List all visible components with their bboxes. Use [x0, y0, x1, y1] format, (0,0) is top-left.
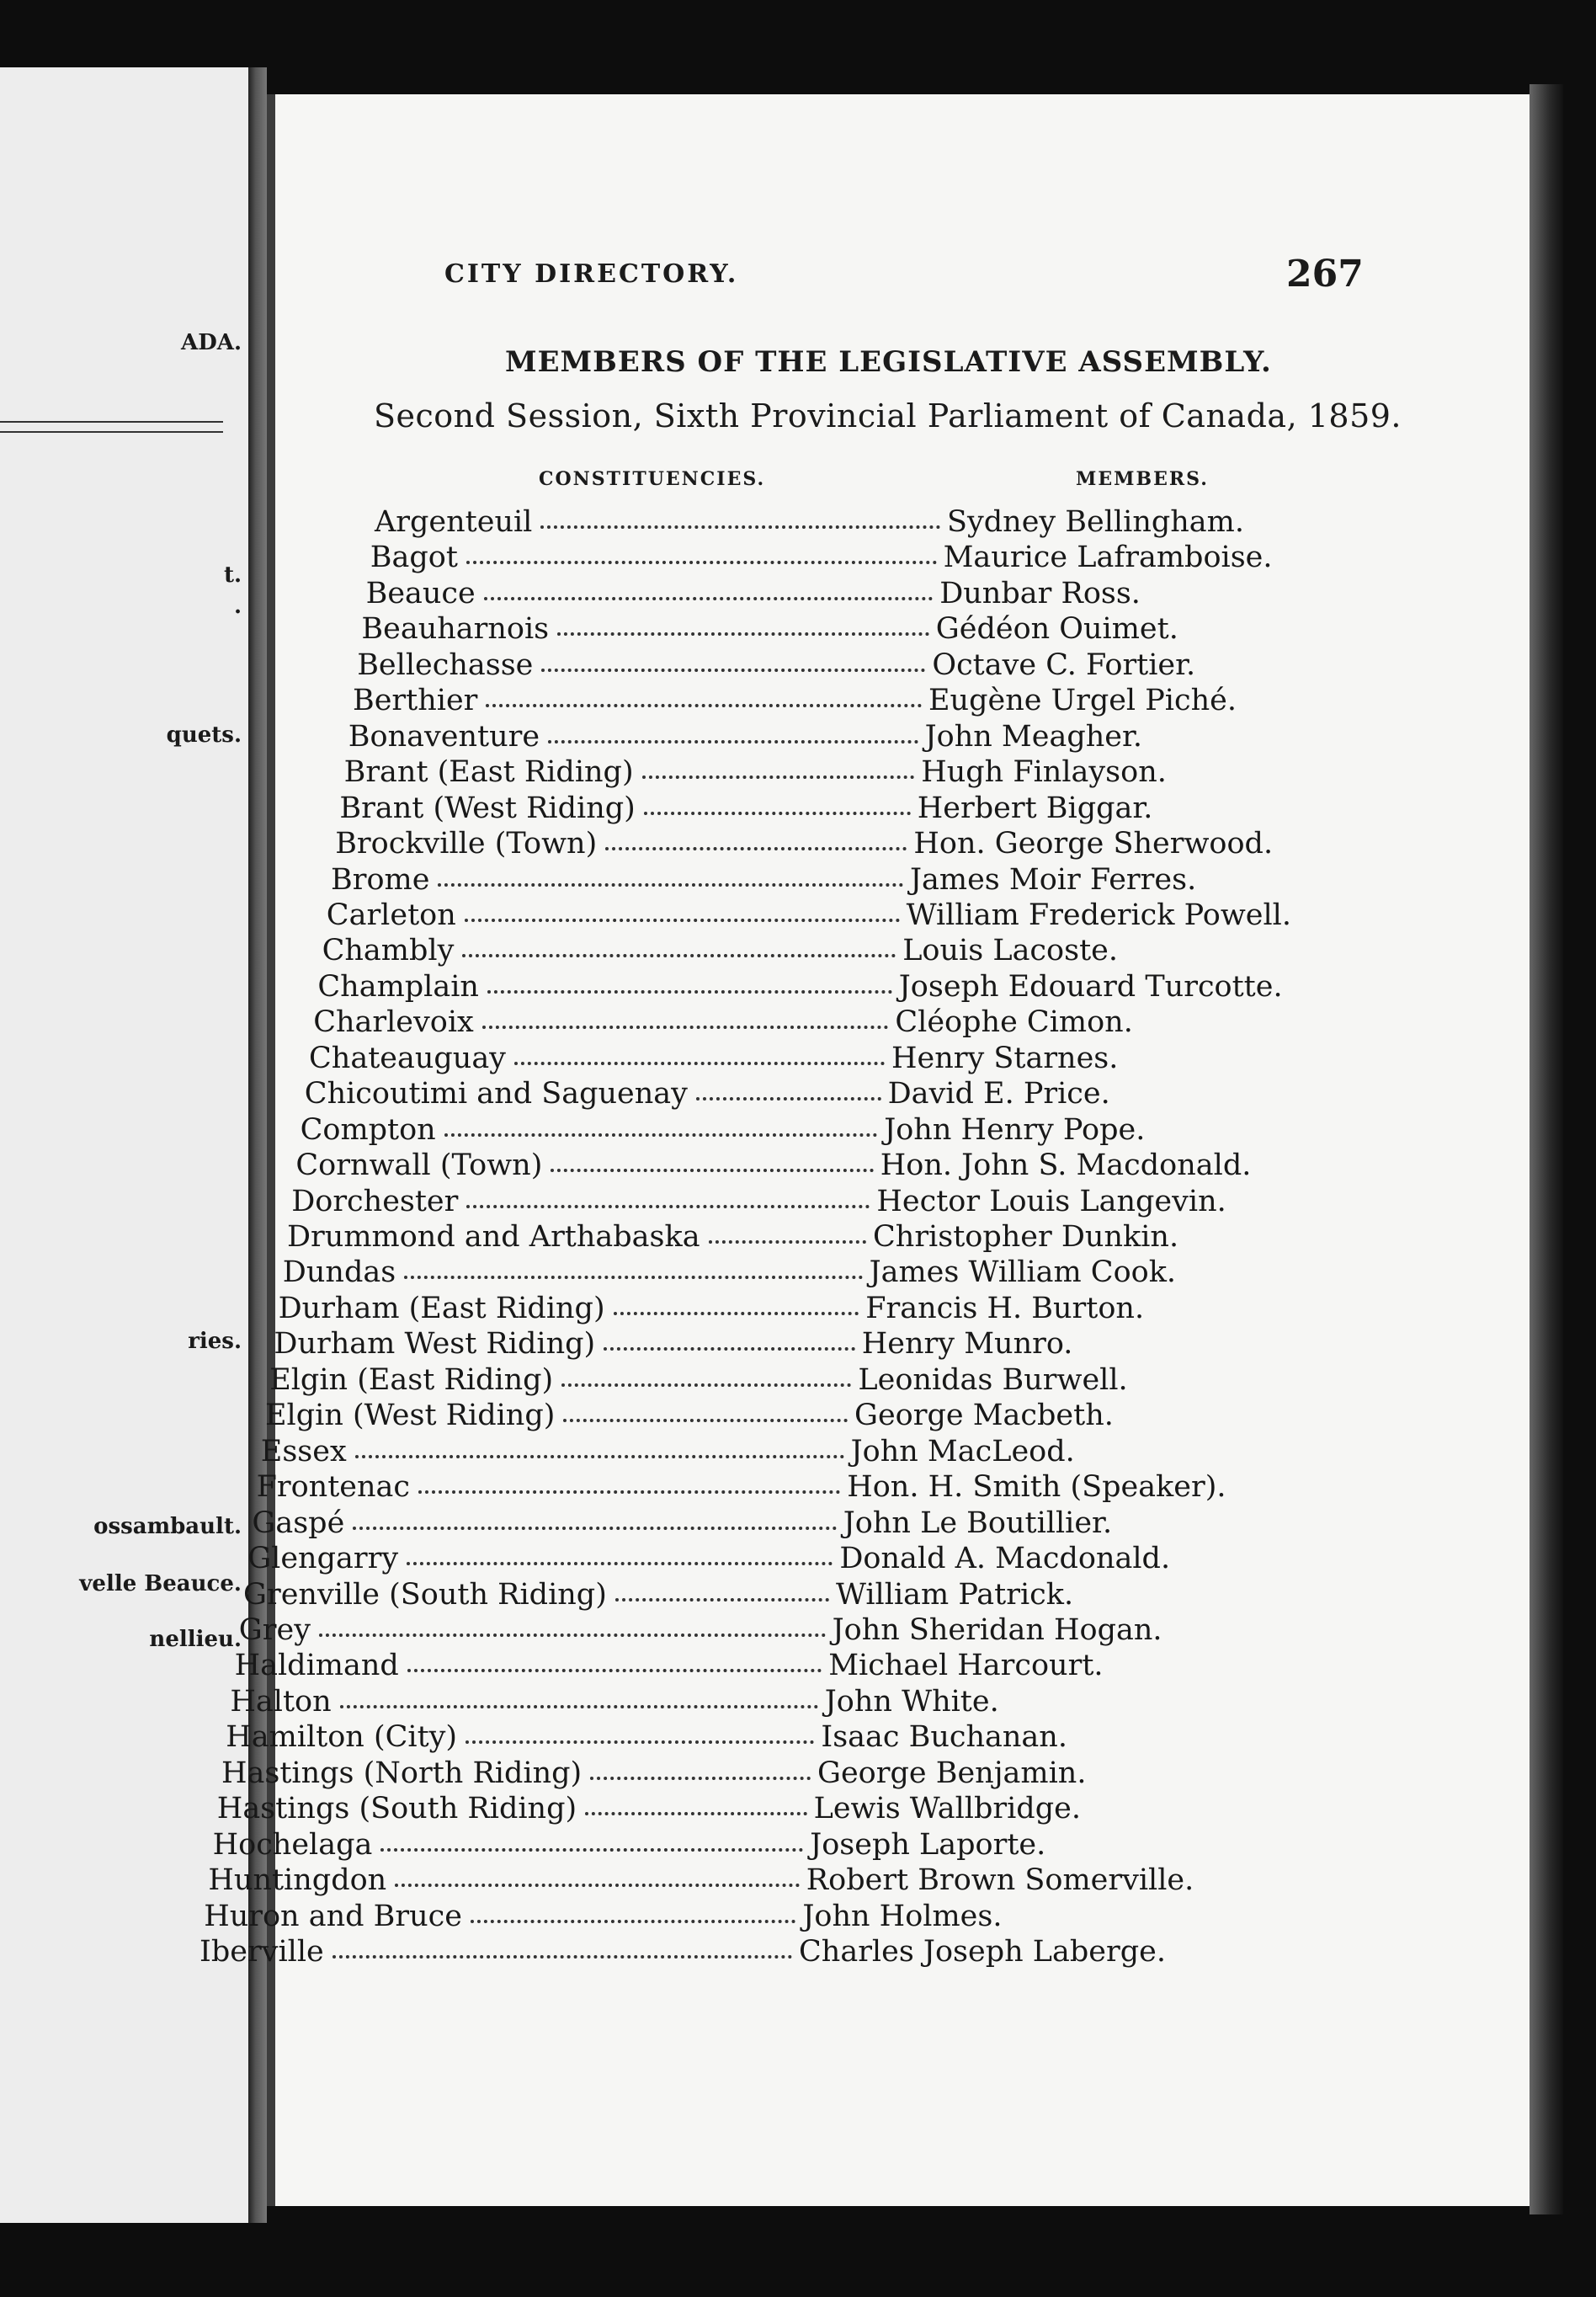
table-row	[287, 1220, 1255, 1255]
table-row	[279, 1292, 1247, 1327]
table-row	[339, 791, 1307, 827]
constituency-name: Durham (East Riding)	[278, 1291, 605, 1325]
constituency-name: Elgin (East Riding)	[269, 1362, 554, 1397]
table-row	[243, 1578, 1211, 1613]
table-row	[217, 1792, 1185, 1827]
member-name: Hon. John S. Macdonald.	[880, 1148, 1252, 1183]
table-row	[257, 1470, 1225, 1506]
leader-dots	[563, 1409, 848, 1422]
member-name: Hon. George Sherwood.	[913, 827, 1274, 861]
leader-dots	[407, 1659, 822, 1672]
table-row	[313, 1005, 1281, 1041]
table-row	[301, 1113, 1269, 1148]
member-name: Joseph Laporte.	[810, 1827, 1046, 1862]
constituency-name: Beauharnois	[361, 612, 550, 647]
member-name: William Patrick.	[836, 1577, 1074, 1612]
table-row	[357, 648, 1325, 684]
constituency-name: Brome	[331, 862, 430, 897]
constituency-name: Huntingdon	[208, 1863, 387, 1898]
page-subtitle: Second Session, Sixth Provincial Parliament of Canada, 1859.	[374, 397, 1402, 434]
member-name: Michael Harcourt.	[828, 1649, 1104, 1683]
constituency-name: Charlevoix	[313, 1005, 474, 1040]
table-row	[283, 1255, 1251, 1291]
table-row	[226, 1720, 1194, 1756]
leader-dots	[709, 1230, 866, 1244]
member-name: John Henry Pope.	[884, 1112, 1146, 1147]
constituency-name: Hastings (South Riding)	[216, 1792, 577, 1826]
constituency-name: Haldimand	[234, 1649, 399, 1683]
member-name: Isaac Buchanan.	[821, 1720, 1067, 1755]
member-name: John White.	[824, 1684, 999, 1719]
table-row	[361, 612, 1329, 648]
member-name: Maurice Laframboise.	[943, 541, 1273, 575]
member-name: Herbert Biggar.	[917, 791, 1153, 825]
table-row	[230, 1685, 1198, 1720]
left-page-fragment: .	[233, 594, 242, 619]
member-name: James Moir Ferres.	[910, 862, 1197, 897]
table-row	[335, 827, 1303, 862]
leader-dots	[466, 551, 937, 564]
table-row	[261, 1435, 1229, 1470]
constituency-name: Brant (East Riding)	[343, 755, 634, 790]
leader-dots	[444, 1123, 877, 1137]
constituency-name: Halton	[230, 1684, 332, 1719]
left-page-fragment: t.	[223, 562, 242, 588]
constituency-name: Berthier	[353, 684, 478, 718]
constituency-name: Chateauguay	[309, 1041, 506, 1075]
table-row	[344, 755, 1312, 791]
constituency-name: Huron and Bruce	[204, 1899, 462, 1933]
leader-dots	[466, 1730, 814, 1744]
constituency-name: Argenteuil	[375, 505, 533, 539]
member-name: David E. Price.	[887, 1077, 1110, 1111]
table-row	[291, 1185, 1259, 1220]
constituency-name: Brockville (Town)	[335, 827, 598, 861]
leader-dots	[340, 1695, 818, 1708]
leader-dots	[514, 1052, 885, 1065]
left-page-fragment: nellieu.	[149, 1627, 242, 1652]
leader-dots	[404, 1266, 862, 1279]
left-page-fragment: velle Beauce.	[79, 1571, 242, 1596]
leader-dots	[615, 1588, 829, 1602]
leader-dots	[644, 802, 911, 815]
column-header-members: MEMBERS.	[1076, 468, 1209, 490]
member-name: John Le Boutillier.	[843, 1506, 1113, 1540]
table-row	[348, 720, 1317, 755]
table-row	[309, 1042, 1277, 1077]
table-row	[204, 1900, 1172, 1935]
member-name: Cléophe Cimon.	[895, 1005, 1133, 1040]
member-name: Hon. H. Smith (Speaker).	[847, 1470, 1226, 1505]
member-name: George Benjamin.	[817, 1756, 1087, 1790]
table-row	[327, 898, 1295, 934]
member-name: Christopher Dunkin.	[873, 1220, 1179, 1254]
constituency-name: Drummond and Arthabaska	[287, 1220, 700, 1254]
table-row	[208, 1863, 1194, 1899]
leader-dots	[590, 1767, 811, 1780]
leader-dots	[557, 622, 929, 636]
constituency-name: Dundas	[282, 1255, 396, 1290]
constituency-name: Hochelaga	[212, 1827, 373, 1862]
constituency-name: Chambly	[322, 934, 455, 968]
page-title: MEMBERS OF THE LEGISLATIVE ASSEMBLY.	[505, 345, 1272, 379]
constituency-name: Dorchester	[291, 1184, 459, 1218]
constituency-name: Champlain	[317, 969, 479, 1004]
constituency-name: Brant (West Riding)	[339, 791, 636, 825]
member-name: Charles Joseph Laberge.	[799, 1935, 1166, 1969]
left-page-fragment: ossambault.	[93, 1514, 242, 1539]
constituency-name: Bagot	[370, 541, 458, 575]
member-name: John Holmes.	[802, 1899, 1003, 1933]
leader-dots	[380, 1838, 803, 1852]
running-head: CITY DIRECTORY.	[444, 259, 739, 289]
leader-dots	[438, 873, 903, 887]
leader-dots	[355, 1445, 844, 1458]
constituency-name: Cornwall (Town)	[295, 1148, 543, 1183]
table-row	[353, 684, 1321, 719]
constituency-name: Frontenac	[256, 1470, 411, 1505]
member-name: John Sheridan Hogan.	[832, 1612, 1162, 1647]
constituency-name: Iberville	[200, 1935, 324, 1969]
leader-dots	[418, 1480, 840, 1494]
constituency-name: Grenville (South Riding)	[243, 1577, 607, 1612]
leader-dots	[605, 837, 907, 850]
constituency-name: Compton	[300, 1112, 436, 1147]
member-name: Francis H. Burton.	[865, 1291, 1145, 1325]
constituency-name: Glengarry	[247, 1542, 399, 1576]
leader-dots	[541, 658, 925, 672]
constituency-name: Gaspé	[252, 1506, 345, 1540]
table-row	[317, 970, 1285, 1005]
member-name: Eugène Urgel Piché.	[928, 684, 1237, 718]
column-header-constituencies: CONSTITUENCIES.	[539, 468, 766, 490]
leader-dots	[482, 1015, 889, 1029]
leader-dots	[642, 765, 915, 779]
member-name: Octave C. Fortier.	[932, 648, 1196, 682]
member-name: Hector Louis Langevin.	[876, 1184, 1226, 1218]
table-row	[235, 1649, 1203, 1684]
left-page-rule	[0, 431, 223, 433]
member-name: Henry Starnes.	[891, 1041, 1119, 1075]
table-row	[322, 934, 1290, 969]
constituency-name: Durham West Riding)	[274, 1327, 596, 1362]
leader-dots	[486, 694, 922, 707]
member-name: John MacLeod.	[850, 1434, 1075, 1468]
leader-dots	[548, 730, 918, 743]
table-row	[252, 1506, 1220, 1542]
table-row	[213, 1828, 1181, 1863]
leader-dots	[353, 1516, 836, 1530]
leader-dots	[561, 1373, 851, 1387]
table-row	[239, 1613, 1207, 1649]
member-name: James William Cook.	[869, 1255, 1177, 1290]
left-page-fragment: quets.	[166, 722, 242, 748]
table-row	[269, 1363, 1237, 1399]
left-page-fragment: ADA.	[181, 330, 242, 355]
leader-dots	[466, 1195, 870, 1208]
constituency-name: Chicoutimi and Saguenay	[304, 1077, 688, 1111]
member-name: John Meagher.	[924, 719, 1142, 754]
table-row	[221, 1756, 1189, 1792]
table-row	[305, 1077, 1273, 1112]
leader-dots	[471, 1910, 795, 1923]
member-name: Robert Brown Somerville.	[806, 1863, 1194, 1898]
member-name: Leonidas Burwell.	[858, 1362, 1128, 1397]
member-name: Sydney Bellingham.	[947, 505, 1244, 539]
leader-dots	[551, 1159, 873, 1172]
leader-dots	[407, 1552, 833, 1565]
left-page-rule	[0, 421, 223, 423]
table-row	[274, 1327, 1242, 1362]
constituency-name: Elgin (West Riding)	[265, 1399, 556, 1433]
leader-dots	[696, 1087, 881, 1101]
member-name: Joseph Edouard Turcotte.	[898, 969, 1283, 1004]
page-edge-shadow	[1530, 84, 1563, 2214]
constituency-name: Bellechasse	[357, 648, 534, 682]
leader-dots	[484, 587, 933, 600]
constituency-name: Essex	[260, 1434, 347, 1468]
table-row	[331, 863, 1299, 898]
constituency-name: Hamilton (City)	[226, 1720, 458, 1755]
leader-dots	[585, 1802, 806, 1815]
leader-dots	[614, 1302, 859, 1315]
member-name: Lewis Wallbridge.	[813, 1792, 1081, 1826]
leader-dots	[319, 1623, 826, 1637]
member-name: Gédéon Ouimet.	[935, 612, 1178, 647]
member-name: Donald A. Macdonald.	[839, 1542, 1171, 1576]
leader-dots	[604, 1337, 855, 1351]
left-page-fragment: ries.	[188, 1329, 242, 1354]
leader-dots	[332, 1945, 792, 1959]
table-row	[375, 505, 1343, 541]
constituency-name: Beauce	[365, 576, 476, 610]
leader-dots	[395, 1873, 800, 1887]
member-name: William Frederick Powell.	[906, 898, 1292, 932]
table-row	[200, 1935, 1168, 1970]
leader-dots	[465, 909, 900, 922]
table-row	[366, 577, 1334, 612]
member-name: Hugh Finlayson.	[921, 755, 1167, 790]
table-row	[247, 1542, 1216, 1577]
table-row	[295, 1148, 1264, 1184]
member-name: Henry Munro.	[861, 1327, 1073, 1362]
member-name: George Macbeth.	[854, 1399, 1114, 1433]
table-row	[265, 1399, 1233, 1434]
leader-dots	[462, 944, 896, 957]
constituency-name: Hastings (North Riding)	[221, 1756, 583, 1790]
member-name: Dunbar Ross.	[939, 576, 1141, 610]
table-row	[370, 541, 1338, 576]
constituency-name: Bonaventure	[348, 719, 540, 754]
member-name: Louis Lacoste.	[902, 934, 1118, 968]
leader-dots	[540, 515, 940, 529]
constituency-name: Grey	[238, 1612, 311, 1647]
leader-dots	[487, 980, 892, 994]
constituency-name: Carleton	[326, 898, 456, 932]
page-number: 267	[1286, 253, 1364, 296]
